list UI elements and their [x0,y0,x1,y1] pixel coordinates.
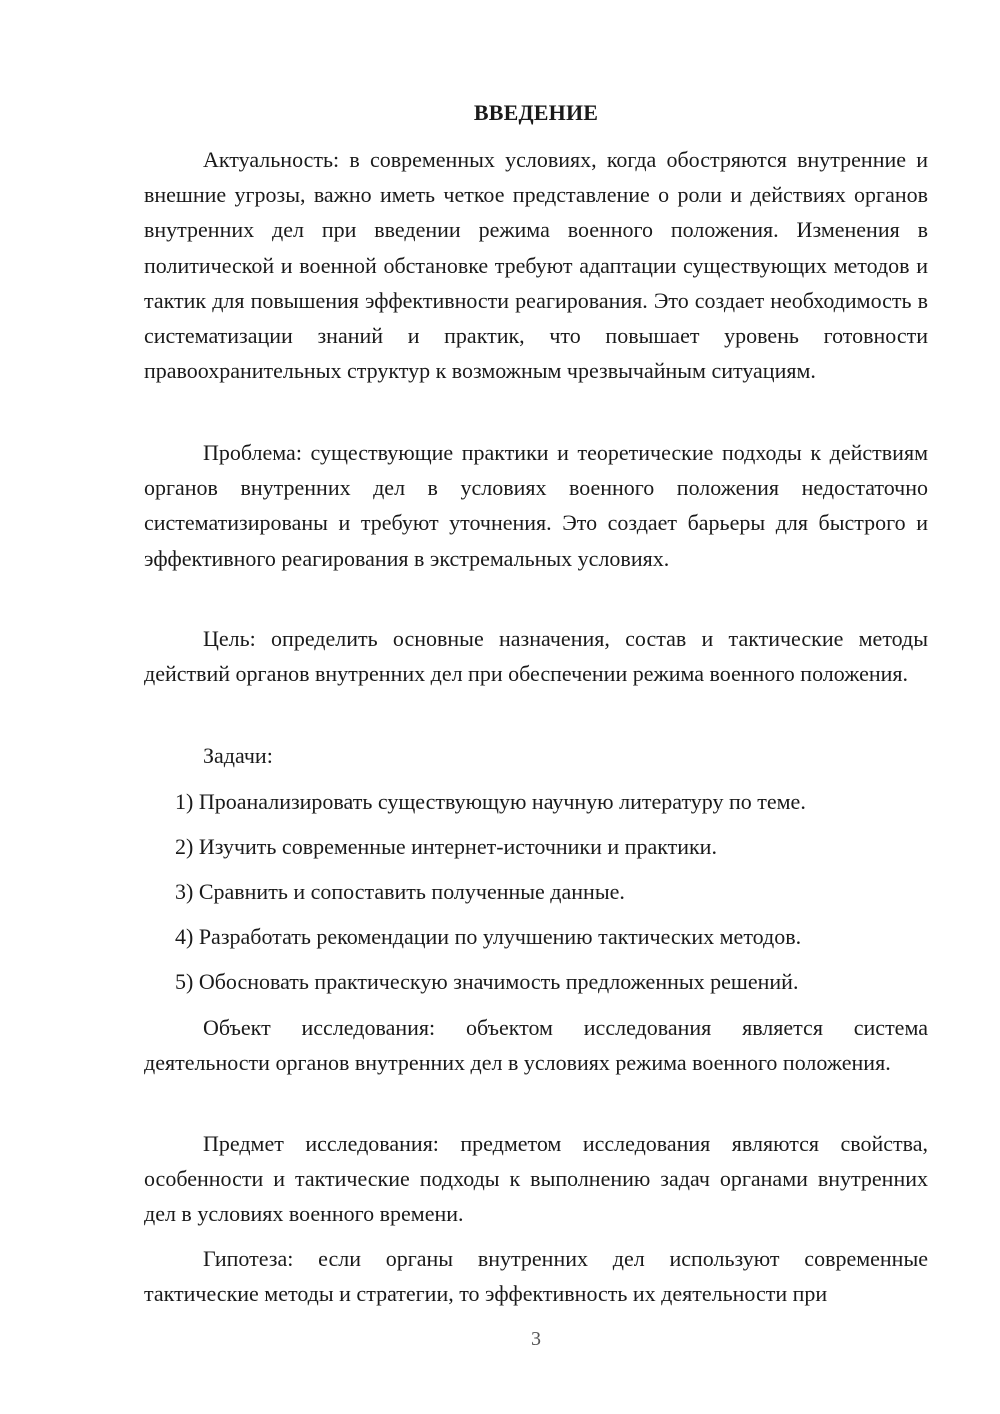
paragraph-relevance: Актуальность: в современных условиях, когда обостряются внутренние и внешние угрозы, важно иметь четкое представление о роли и действиях органов внутренних дел при введении режима военного положения. Изменения в политической и военной обстановке требуют адаптации существующих методов и тактик для повышения эффективности реагирования. Это создает необходимость в систематизации знаний и практик, что повышает уровень готовности правоохранительных структур к возможным чрезвычайным ситуациям. [144,147,928,384]
task-item-3: 3) Сравнить и сопоставить полученные данные. [175,879,625,904]
tasks-label: Задачи: [203,743,273,768]
task-item-4: 4) Разработать рекомендации по улучшению тактических методов. [175,924,802,949]
section-heading: ВВЕДЕНИЕ [473,100,599,125]
paragraph-hypothesis: Гипотеза: если органы внутренних дел используют современные тактические методы и стратегии, то эффективность их деятельности при [144,1246,928,1307]
task-item-1: 1) Проанализировать существующую научную литературу по теме. [175,789,806,814]
page-number: 3 [531,1328,541,1350]
paragraph-problem: Проблема: существующие практики и теоретические подходы к действиям органов внутренних дел в условиях военного положения недостаточно систематизированы и требуют уточнения. Это создает барьеры для быстрого и эффективного реагирования в экстремальных условиях. [144,440,928,571]
task-item-2: 2) Изучить современные интернет-источники и практики. [175,834,717,859]
paragraph-goal: Цель: определить основные назначения, состав и тактические методы действий органов внутренних дел при обеспечении режима военного положения. [144,626,928,687]
paragraph-object: Объект исследования: объектом исследования является система деятельности органов внутренних дел в условиях режима военного положения. [144,1015,928,1076]
task-item-5: 5) Обосновать практическую значимость предложенных решений. [175,969,799,994]
paragraph-subject: Предмет исследования: предметом исследования являются свойства, особенности и тактические подходы к выполнению задач органами внутренних дел в условиях военного времени. [144,1131,928,1227]
